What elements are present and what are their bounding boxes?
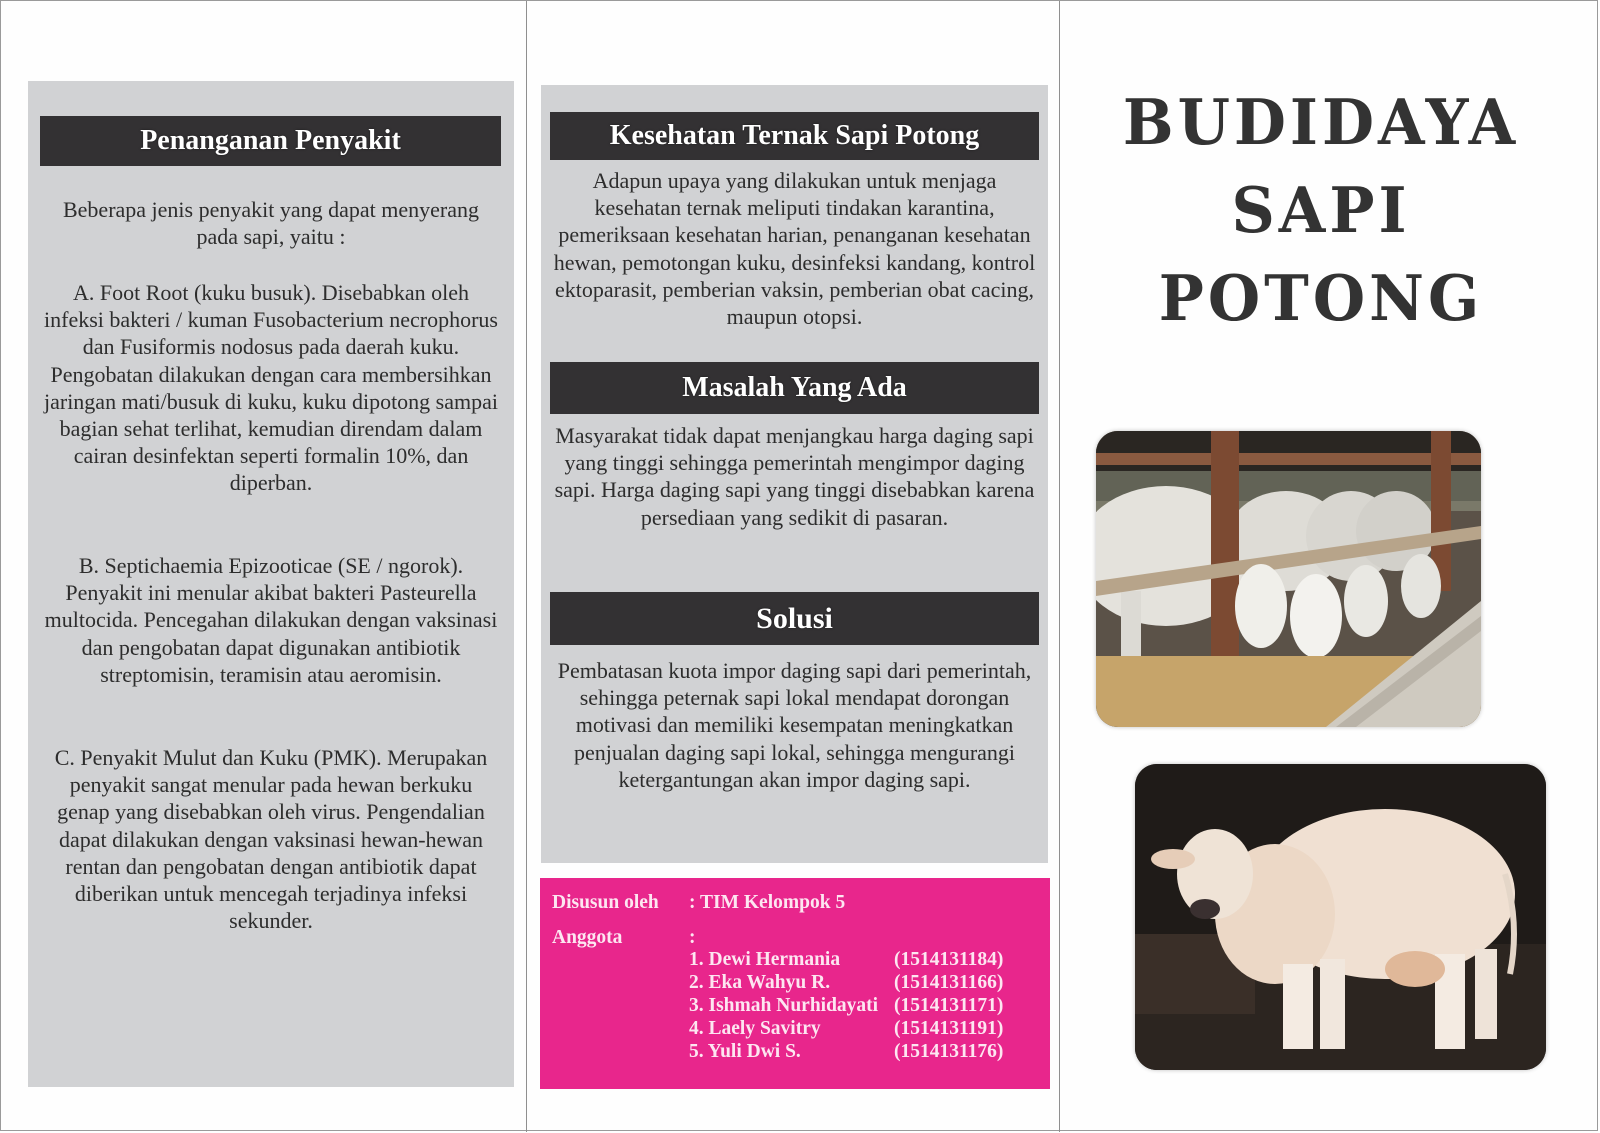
disease-a-text: A. Foot Root (kuku busuk). Disebabkan oleh infeksi bakteri / kuman Fusobacterium necrophorus dan Fusiformis nodosus pada daerah kuku. Pengobatan dilakukan dengan cara membersihkan jaringan mati/busuk di kuku, kuku dipotong sampai bagian sehat terlihat, kemudian direndam dalam cairan desinfektan seperti formalin 10%, dan diperban. xyxy=(43,280,498,496)
member-nim: (1514131176) xyxy=(894,1041,1004,1062)
brochure-title xyxy=(1101,79,1541,344)
bull-photo-icon xyxy=(1135,764,1546,1070)
member-name: 5. Yuli Dwi S. xyxy=(689,1041,801,1062)
member-name: 4. Laely Savitry xyxy=(689,1018,821,1039)
member-name: 2. Eka Wahyu R. xyxy=(689,972,831,993)
member-nim: (1514131171) xyxy=(894,995,1004,1016)
member-item xyxy=(689,972,1003,994)
solution-text: Pembatasan kuota impor daging sapi dari pemerintah, sehingga peternak sapi lokal mendapat dorongan motivasi dan memiliki kesempatan meningkatkan penjualan daging sapi lokal, sehingga mengurangi ketergantungan akan impor daging sapi. xyxy=(557,658,1032,792)
member-nim: (1514131191) xyxy=(894,1018,1004,1039)
problem-text: Masyarakat tidak dapat menjangkau harga daging sapi yang tinggi sehingga pemerintah mengimpor daging sapi. Harga daging sapi yang tinggi disebabkan karena persediaan yang sedikit di pasaran. xyxy=(554,423,1035,530)
disease-handling-heading: Penanganan Penyakit xyxy=(40,116,501,166)
member-nim: (1514131184) xyxy=(894,949,1004,970)
author-label: Disusun oleh xyxy=(552,892,659,913)
title-line-1: BUDIDAYA xyxy=(1122,86,1520,160)
bull-photo xyxy=(1135,764,1546,1070)
author-value: : TIM Kelompok 5 xyxy=(689,892,846,913)
cattle-feeding-photo-icon xyxy=(1096,431,1481,727)
credits-box xyxy=(540,878,1050,1089)
member-item xyxy=(689,1018,1003,1040)
title-line-3: POTONG xyxy=(1158,262,1484,336)
member-name: 3. Ishmah Nurhidayati xyxy=(689,995,879,1016)
member-name: 1. Dewi Hermania xyxy=(689,949,841,970)
members-label: Anggota xyxy=(552,927,623,948)
problem-heading: Masalah Yang Ada xyxy=(550,362,1039,414)
fold-line-left xyxy=(526,1,527,1132)
cattle-feeding-photo xyxy=(1096,431,1481,727)
member-nim: (1514131166) xyxy=(894,972,1004,993)
title-line-2: SAPI xyxy=(1231,174,1411,248)
health-text: Adapun upaya yang dilakukan untuk menjaga kesehatan ternak meliputi tindakan karantina, pemeriksaan kesehatan harian, penanganan kesehatan hewan, pemotongan kuku, desinfeksi kandang, kontrol ektoparasit, pemberian vaksin, pemberian obat cacing, maupun otopsi. xyxy=(553,168,1036,330)
member-item xyxy=(689,1041,1003,1063)
members-colon: : xyxy=(689,927,696,948)
disease-b-text: B. Septichaemia Epizooticae (SE / ngorok). Penyakit ini menular akibat bakteri Pasteurella multocida. Pencegahan dilakukan dengan vaksinasi dan pengobatan dapat digunakan antibiotik streptomisin, teramisin atau aeromisin. xyxy=(44,553,498,687)
fold-line-right xyxy=(1059,1,1060,1132)
member-item xyxy=(689,949,1003,971)
solution-heading: Solusi xyxy=(550,592,1039,645)
disease-c-text: C. Penyakit Mulut dan Kuku (PMK). Merupakan penyakit sangat menular pada hewan berkuku genap yang disebabkan oleh virus. Pengendalian dapat dilakukan dengan vaksinasi hewan-hewan rentan dan pengobatan dengan antibiotik dapat diberikan untuk mencegah terjadinya infeksi sekunder. xyxy=(54,745,488,934)
disease-intro-text: Beberapa jenis penyakit yang dapat menyerang pada sapi, yaitu : xyxy=(62,197,479,250)
health-heading: Kesehatan Ternak Sapi Potong xyxy=(550,112,1039,160)
member-item xyxy=(689,995,1003,1017)
